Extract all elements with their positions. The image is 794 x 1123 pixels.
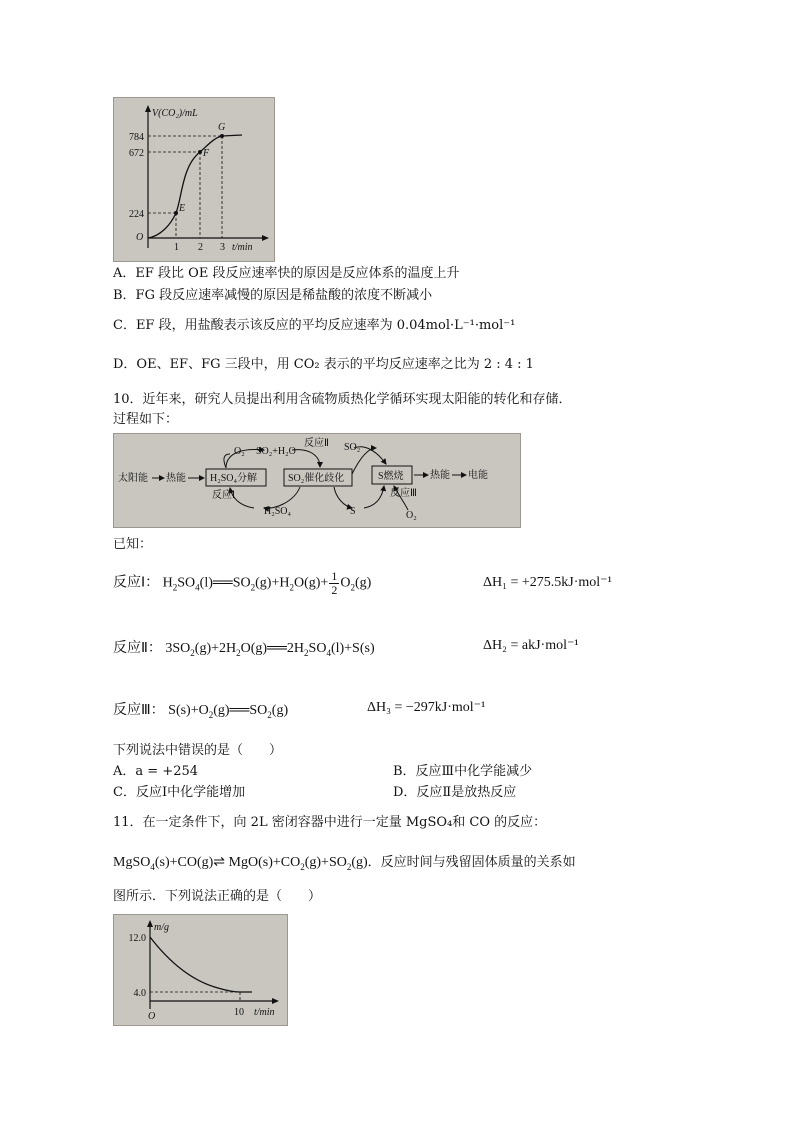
y-tick-784: 784 <box>129 132 144 143</box>
q9-option-b: B．FG 段反应速率减慢的原因是稀盐酸的浓度不断减小 <box>113 288 433 303</box>
o2-top-label: O₂ <box>234 446 245 457</box>
heat-energy-label-2: 热能 <box>430 470 450 481</box>
box3-label: S燃烧 <box>378 471 404 482</box>
reaction3-label: 反应Ⅲ <box>390 488 417 499</box>
arc-to-box2 <box>292 450 320 467</box>
electric-energy-label: 电能 <box>468 470 488 481</box>
q10-stem-line1: 10．近年来，研究人员提出利用含硫物质热化学循环实现太阳能的转化和存储． <box>113 392 572 407</box>
reaction1-label: 反应Ⅰ <box>212 490 235 501</box>
q11-stem-line1: 11．在一定条件下，向 2L 密闭容器中进行一定量 MgSO₄和 CO 的反应： <box>113 815 547 830</box>
q11-stem-line3: 图所示．下列说法正确的是（ ） <box>113 889 322 904</box>
reaction1-equation: 反应Ⅰ： $H_2SO_4(l)══SO_2(g)+H_2O(g)+$ $\frac{1}{2}$ $O_2(g)$ <box>113 569 372 597</box>
x-tick-3: 3 <box>220 242 225 253</box>
q11-equation: MgSO$_4$(s)+CO(g)⇌ $MgO(s)+CO_2(g)+SO_2(g)$ <box>113 855 368 872</box>
mass-curve <box>150 937 252 992</box>
q10-option-a: A．a = +254 <box>113 764 199 779</box>
q9-option-a: A．EF 段比 OE 段反应速率快的原因是反应体系的温度上升 <box>113 266 460 281</box>
reaction1-enthalpy: ΔH₁ = +275.5kJ·mol⁻¹ <box>483 575 612 590</box>
s-label: S <box>350 506 356 517</box>
label-f: F <box>203 148 210 159</box>
co2-curve <box>148 135 242 238</box>
label-e: E <box>179 203 186 214</box>
point-f <box>198 150 202 154</box>
origin-label: O <box>136 232 144 243</box>
so2-h2o-label: SO₂+H₂O <box>256 446 296 457</box>
q9-option-c: C．EF 段，用盐酸表示该反应的平均反应速率为 0.04mol·L⁻¹·mol⁻¹ <box>113 318 516 333</box>
co2-chart-svg <box>114 98 274 261</box>
y-tick-672: 672 <box>129 148 144 159</box>
reaction2-label: 反应Ⅱ <box>304 438 329 449</box>
q10-question: 下列说法中错误的是（ ） <box>113 743 283 758</box>
reaction3-enthalpy: ΔH₃ = −297kJ·mol⁻¹ <box>367 700 486 715</box>
point-e <box>174 211 178 215</box>
x-tick-1: 1 <box>174 242 179 253</box>
r2-label: 反应Ⅱ： <box>113 641 162 656</box>
arc-s-out <box>334 487 352 508</box>
r1-label: 反应Ⅰ： <box>113 575 160 591</box>
o2-bottom-label: O₂ <box>406 510 417 521</box>
figure-sulfur-cycle-diagram <box>113 433 521 528</box>
q11-eq-tail: ．反应时间与残留固体质量的关系如 <box>367 855 576 870</box>
x-tick-2: 2 <box>198 242 203 253</box>
h2so4-label: H₂SO₄ <box>264 506 291 517</box>
box1-label: H₂SO₄分解 <box>210 473 257 484</box>
x-axis-label: t/min <box>254 1007 275 1018</box>
so2-top-label: SO₂ <box>344 442 361 453</box>
y-axis-arrow <box>147 920 153 927</box>
y-tick-224: 224 <box>129 209 144 220</box>
label-g: G <box>218 122 226 133</box>
y-axis-label: V(CO₂)/mL <box>152 108 198 119</box>
r3-label: 反应Ⅲ： <box>113 703 165 718</box>
q10-known-label: 已知： <box>113 537 153 552</box>
box2-label: SO₂催化歧化 <box>288 473 345 484</box>
point-g <box>220 134 224 138</box>
q10-stem-line2: 过程如下： <box>113 412 179 427</box>
arc-s-to-box3 <box>364 486 384 508</box>
x-tick-10: 10 <box>234 1007 244 1018</box>
q10-option-d: D．反应Ⅱ是放热反应 <box>393 785 517 800</box>
q9-option-d: D．OE、EF、FG 三段中，用 CO₂ 表示的平均反应速率之比为 2 : 4 : 1 <box>113 357 534 372</box>
x-axis-label: t/min <box>232 242 253 253</box>
q10-option-b: B．反应Ⅲ中化学能减少 <box>393 764 533 779</box>
x-axis-arrow <box>272 998 279 1004</box>
reaction2-enthalpy: ΔH₂ = akJ·mol⁻¹ <box>483 638 579 653</box>
y-tick-12: 12.0 <box>128 933 146 944</box>
mass-chart-svg <box>114 915 287 1025</box>
sulfur-cycle-svg <box>114 434 520 527</box>
figure-mass-chart <box>113 914 288 1026</box>
heat-energy-label-1: 热能 <box>166 473 186 484</box>
q11-equation-line <box>113 854 576 876</box>
figure-co2-volume-chart <box>113 97 275 262</box>
x-axis-arrow <box>262 235 269 241</box>
origin-label: O <box>148 1011 156 1022</box>
reaction2-equation: 反应Ⅱ： $3SO_2(g)+2H_2O(g)══2H_2SO_4(l)+S(s)$ <box>113 641 375 658</box>
solar-energy-label: 太阳能 <box>118 473 148 484</box>
reaction3-equation: 反应Ⅲ： $S(s)+O_2(g)══SO_2(g)$ <box>113 703 289 720</box>
y-axis-label: m/g <box>154 922 169 933</box>
y-axis-arrow <box>145 105 151 112</box>
q10-option-c: C．反应Ⅰ中化学能增加 <box>113 785 246 800</box>
y-tick-4: 4.0 <box>133 988 146 999</box>
